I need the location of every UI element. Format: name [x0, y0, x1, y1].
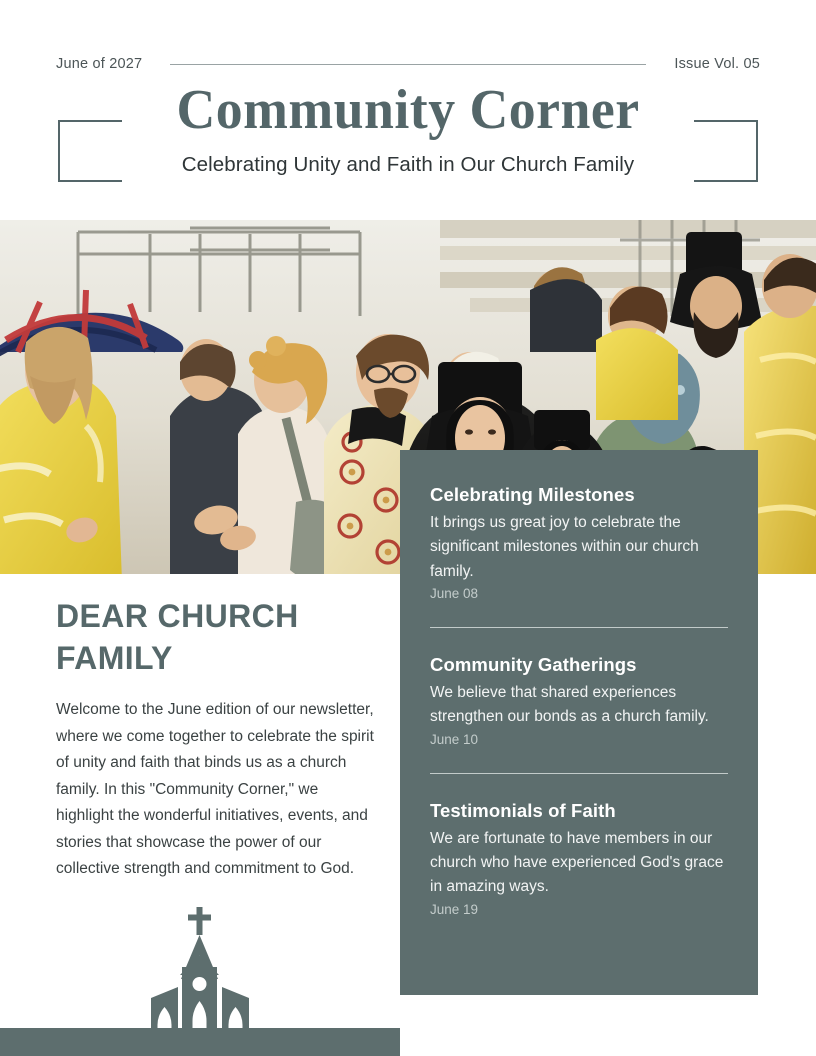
highlight-item-2 [430, 654, 728, 747]
title-block [0, 79, 816, 177]
issue-date: June of 2027 [56, 56, 143, 72]
article-body: Welcome to the June edition of our newsletter, where we come together to celebrate the spirit of unity and faith that binds us as a church family. In this "Community Corner," we highlight the wonderful initiatives, events, and stories that showcase the power of our collective strength and commitment to God. [56, 701, 374, 878]
highlight-date: June 08 [430, 585, 479, 601]
highlights-card [400, 450, 758, 995]
header-divider-rule [170, 64, 646, 65]
highlight-body: We are fortunate to have members in our church who have experienced God's grace in amazing ways. [430, 829, 724, 896]
highlight-divider [430, 627, 728, 628]
highlight-title: Community Gatherings [430, 653, 637, 675]
highlight-divider [430, 773, 728, 774]
page-subtitle: Celebrating Unity and Faith in Our Church Family [181, 153, 635, 177]
issue-volume: Issue Vol. 05 [674, 56, 760, 72]
highlight-date: June 10 [430, 731, 479, 747]
highlight-body: It brings us great joy to celebrate the significant milestones within our church family. [430, 514, 699, 580]
church-icon [135, 905, 265, 1036]
highlight-date: June 19 [430, 901, 479, 917]
highlight-item-3 [430, 800, 728, 917]
page-title: Community Corner [176, 79, 640, 141]
masthead [0, 0, 816, 220]
highlight-title: Celebrating Milestones [430, 484, 635, 505]
highlight-item-1 [430, 484, 728, 601]
footer-bar [0, 1028, 400, 1056]
highlight-body: We believe that shared experiences strengthen our bonds as a church family. [430, 683, 709, 726]
church-icon-glyph [135, 905, 265, 1036]
article-heading: DEAR CHURCH FAMILY [56, 598, 299, 676]
article-column [56, 596, 376, 883]
highlight-title: Testimonials of Faith [430, 799, 616, 821]
issue-row [56, 52, 760, 76]
